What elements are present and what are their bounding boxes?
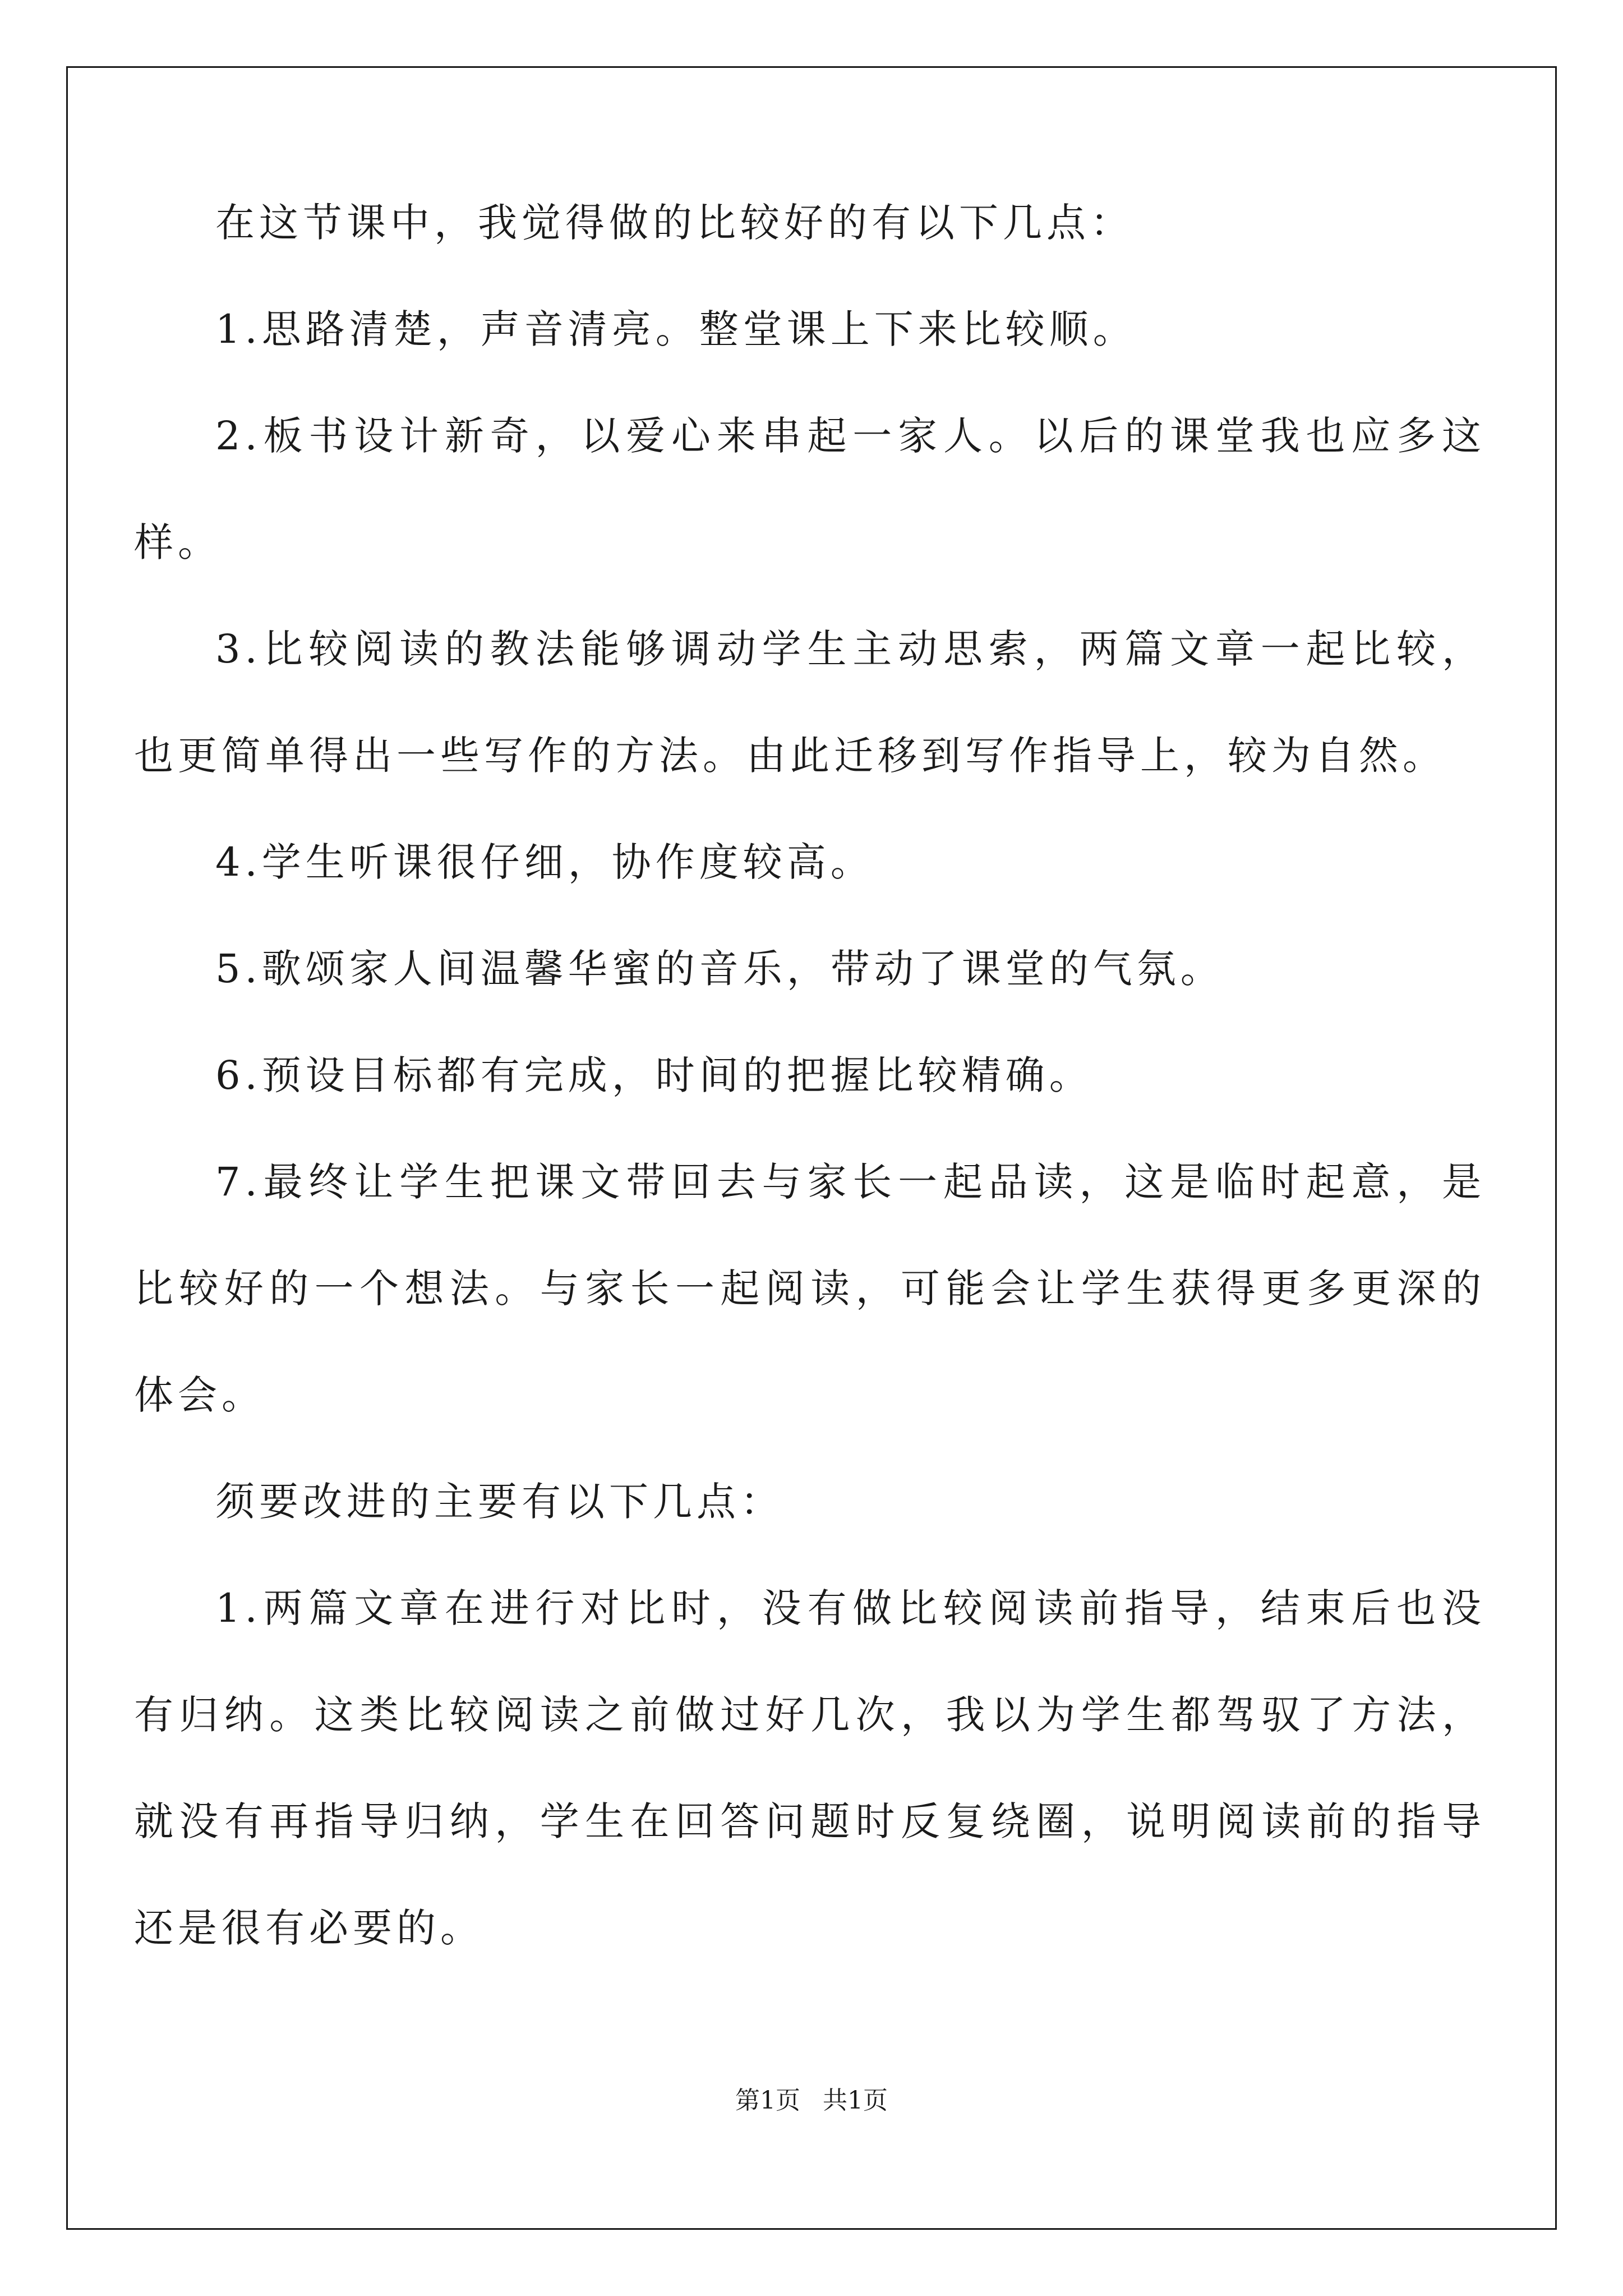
paragraph-strength-2: 2.板书设计新奇，以爱心来串起一家人。以后的课堂我也应多这样。 xyxy=(134,413,1486,565)
paragraph-intro-strengths: 在这节课中，我觉得做的比较好的有以下几点： xyxy=(215,200,1134,246)
paragraph-strength-5: 5.歌颂家人间温馨华蜜的音乐，带动了课堂的气氛。 xyxy=(215,946,1224,992)
paragraph-strength-4: 4.学生听课很仔细，协作度较高。 xyxy=(215,839,874,885)
page-number-total: 共1页 xyxy=(823,2086,888,2115)
paragraph-improvement-1: 1.两篇文章在进行对比时，没有做比较阅读前指导，结束后也没有归纳。这类比较阅读之前做过好几次，我以为学生都驾驭了方法，就没有再指导归纳，学生在回答问题时反复绕圈，说明阅读前的指导还是很有必要的。 xyxy=(134,1585,1486,1951)
paragraph-strength-6: 6.预设目标都有完成，时间的把握比较精确。 xyxy=(215,1052,1093,1098)
page-number-current: 第1页 xyxy=(735,2086,800,2115)
page-footer xyxy=(0,2080,1623,2116)
paragraph-strength-7: 7.最终让学生把课文带回去与家长一起品读，这是临时起意，是比较好的一个想法。与家长一起阅读，可能会让学生获得更多更深的体会。 xyxy=(134,1159,1486,1418)
document-body xyxy=(134,169,1486,1981)
paragraph-strength-3: 3.比较阅读的教法能够调动学生主动思索，两篇文章一起比较，也更简单得出一些写作的方法。由此迁移到写作指导上，较为自然。 xyxy=(134,626,1486,779)
paragraph-intro-improvements: 须要改进的主要有以下几点： xyxy=(215,1479,784,1525)
paragraph-strength-1: 1.思路清楚，声音清亮。整堂课上下来比较顺。 xyxy=(215,306,1137,352)
